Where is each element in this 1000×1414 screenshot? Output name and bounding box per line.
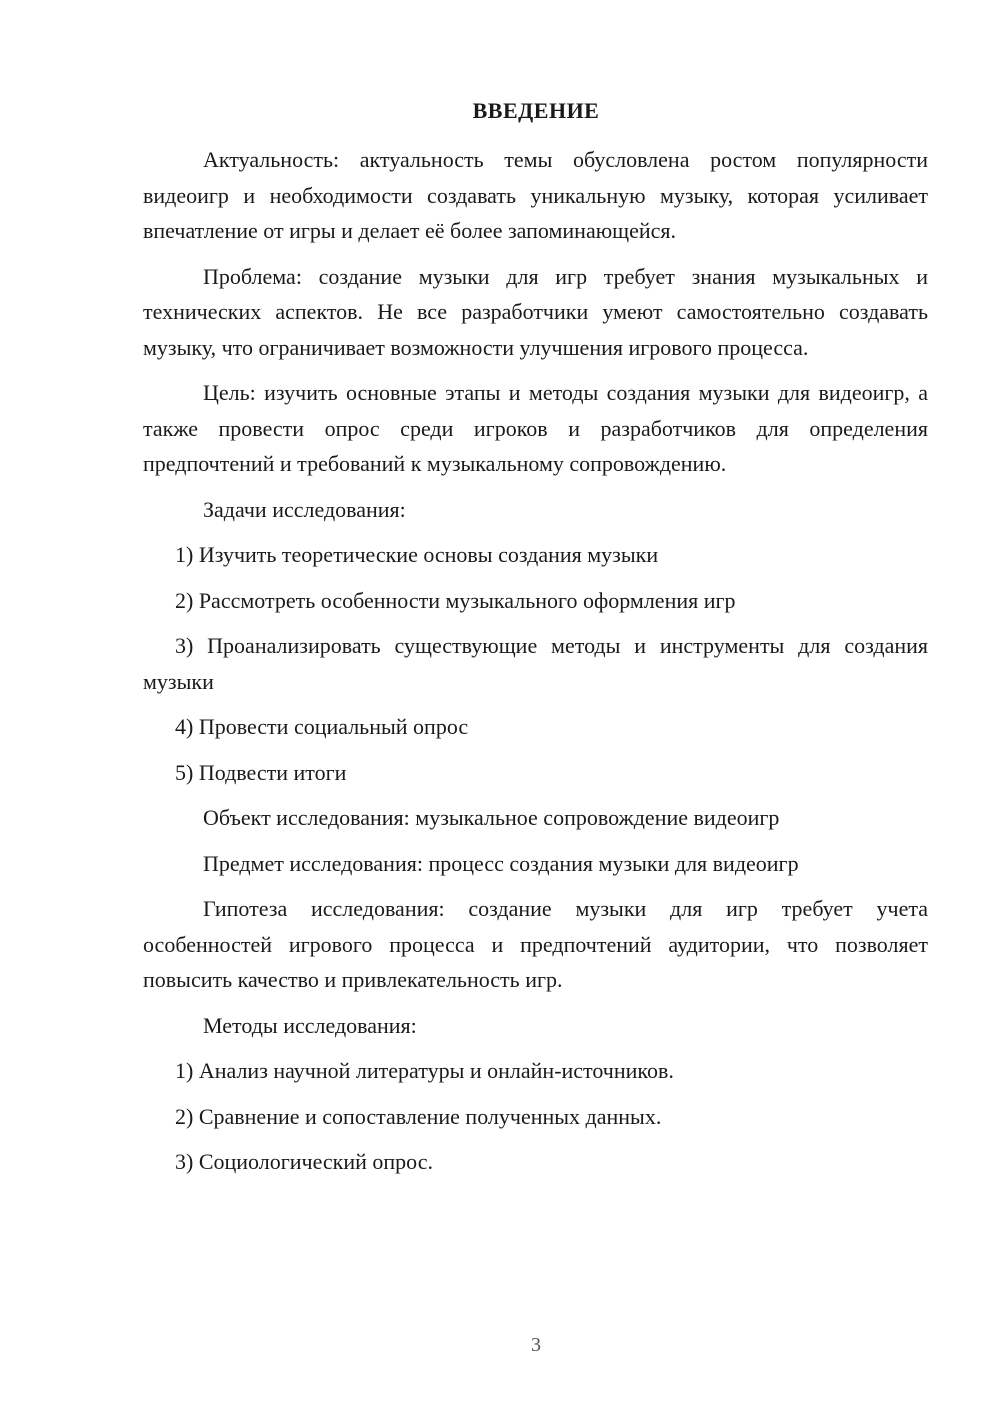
methods-label: Методы исследования: xyxy=(203,1012,417,1038)
page-number: 3 xyxy=(531,1334,541,1356)
task-item: 4) Провести социальный опрос xyxy=(175,714,469,739)
task-item: 1) Изучить теоретические основы создания музыки xyxy=(175,542,659,567)
subject-paragraph: Предмет исследования: процесс создания музыки для видеоигр xyxy=(203,850,799,876)
task-item: 2) Рассмотреть особенности музыкального оформления игр xyxy=(175,587,736,613)
document-body xyxy=(143,142,928,1190)
section-heading: ВВЕДЕНИЕ xyxy=(472,98,600,123)
method-item: 2) Сравнение и сопоставление полученных данных. xyxy=(175,1103,662,1129)
object-paragraph: Объект исследования: музыкальное сопровождение видеоигр xyxy=(203,805,780,830)
goal-paragraph: Цель: изучить основные этапы и методы создания музыки для видеоигр, а также провести опрос среди игроков и разработчиков для определения предпочтений и требований к музыкальному сопровождению. xyxy=(143,380,928,476)
hypothesis-paragraph: Гипотеза исследования: создание музыки для игр требует учета особенностей игрового процесса и предпочтений аудитории, что позволяет повысить качество и привлекательность игр. xyxy=(143,896,928,992)
relevance-paragraph: Актуальность: актуальность темы обусловлена ростом популярности видеоигр и необходимости создавать уникальную музыку, которая усиливает впечатление от игры и делает её более запоминающейся. xyxy=(143,147,928,243)
problem-paragraph: Проблема: создание музыки для игр требует знания музыкальных и технических аспектов. Не все разработчики умеют самостоятельно создавать музыку, что ограничивает возможности улучшения игрового процесса. xyxy=(143,263,928,360)
task-item: 3) Проанализировать существующие методы и инструменты для создания музыки xyxy=(143,633,928,694)
task-item: 5) Подвести итоги xyxy=(175,759,347,785)
method-item: 3) Социологический опрос. xyxy=(175,1149,433,1174)
method-item: 1) Анализ научной литературы и онлайн-источников. xyxy=(175,1058,674,1083)
tasks-label: Задачи исследования: xyxy=(203,496,406,522)
